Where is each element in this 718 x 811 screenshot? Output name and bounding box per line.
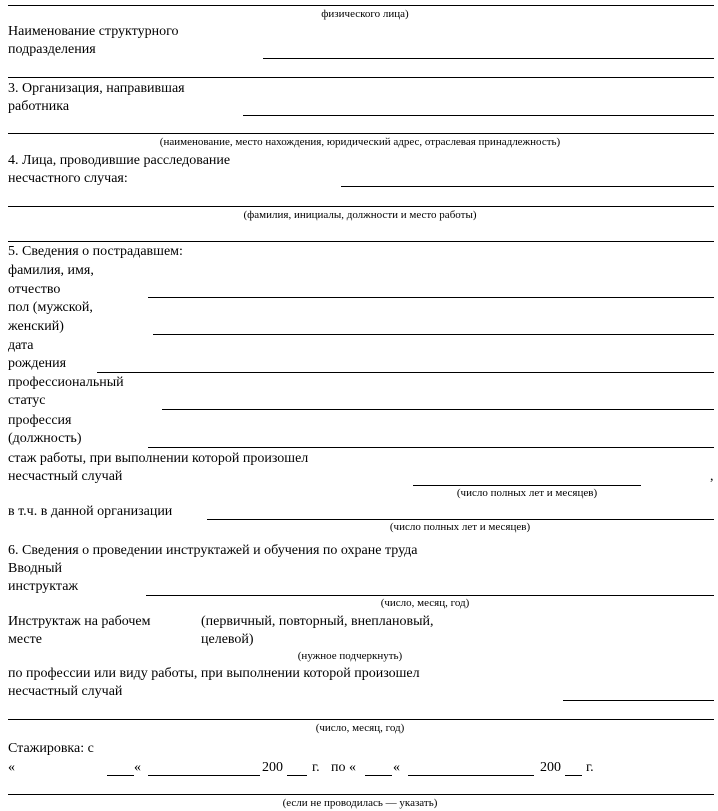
intro-briefing-field[interactable] bbox=[146, 595, 714, 596]
internship-start-year-field[interactable] bbox=[287, 775, 307, 776]
experience-label-line2: несчастный случай bbox=[8, 469, 123, 484]
internship-label: Стажировка: с bbox=[8, 741, 94, 756]
internship-quote-open: « bbox=[8, 760, 15, 775]
section3-label-line1: 3. Организация, направившая bbox=[8, 81, 185, 96]
profession-label-line2: (должность) bbox=[8, 431, 82, 446]
by-profession-caption: (число, месяц, год) bbox=[315, 722, 405, 734]
internship-note-field[interactable] bbox=[8, 794, 714, 795]
experience-caption: (число полных лет и месяцев) bbox=[456, 487, 598, 499]
by-profession-field-continuation[interactable] bbox=[8, 719, 714, 720]
section3-field-continuation[interactable] bbox=[8, 133, 714, 134]
internship-to-label: по « bbox=[331, 760, 356, 775]
workplace-options-line1[interactable]: (первичный, повторный, внеплановый, bbox=[201, 614, 434, 629]
status-label-line2: статус bbox=[8, 393, 46, 408]
internship-end-year-field[interactable] bbox=[565, 775, 582, 776]
struct-unit-field[interactable] bbox=[263, 58, 714, 59]
workplace-caption: (нужное подчеркнуть) bbox=[297, 650, 403, 662]
section6-title: 6. Сведения о проведении инструктажей и обучения по охране труда bbox=[8, 543, 418, 558]
sex-label-line1: пол (мужской, bbox=[8, 300, 93, 315]
internship-end-year-suffix: г. bbox=[586, 760, 594, 775]
birth-date-field[interactable] bbox=[97, 372, 714, 373]
section4-field-continuation[interactable] bbox=[8, 206, 714, 207]
internship-end-day-field[interactable] bbox=[365, 775, 392, 776]
internship-start-year-prefix: 200 bbox=[262, 760, 283, 775]
birth-label-line1: дата bbox=[8, 338, 34, 353]
birth-label-line2: рождения bbox=[8, 356, 67, 371]
sex-label-line2: женский) bbox=[8, 319, 64, 334]
experience-label-line1: стаж работы, при выполнении которой произошел bbox=[8, 451, 309, 466]
fio-field[interactable] bbox=[148, 297, 714, 298]
by-profession-label-line1: по профессии или виду работы, при выполнении которой произошел bbox=[8, 666, 420, 681]
internship-end-day-quote: « bbox=[393, 760, 400, 775]
sex-field[interactable] bbox=[153, 334, 714, 335]
section3-label-line2: работника bbox=[8, 99, 70, 114]
intro-caption: (число, месяц, год) bbox=[380, 597, 470, 609]
internship-start-year-suffix: г. bbox=[312, 760, 320, 775]
top-rule bbox=[8, 5, 714, 6]
status-label-line1: профессиональный bbox=[8, 375, 124, 390]
section4-label-line1: 4. Лица, проводившие расследование bbox=[8, 153, 231, 168]
fio-label-line2: отчество bbox=[8, 282, 61, 297]
intro-label-line1: Вводный bbox=[8, 561, 62, 576]
experience-comma: , bbox=[710, 469, 714, 484]
by-profession-label-line2: несчастный случай bbox=[8, 684, 123, 699]
workplace-label-line1: Инструктаж на рабочем bbox=[8, 614, 151, 629]
struct-unit-label-line1: Наименование структурного bbox=[8, 24, 179, 39]
org-experience-label: в т.ч. в данной организации bbox=[8, 504, 173, 519]
internship-caption: (если не проводилась — указать) bbox=[282, 797, 438, 809]
org-experience-field[interactable] bbox=[207, 519, 714, 520]
experience-field[interactable] bbox=[413, 485, 641, 486]
section4-caption: (фамилия, инициалы, должности и место работы) bbox=[243, 209, 477, 221]
internship-end-year-prefix: 200 bbox=[540, 760, 561, 775]
struct-unit-label-line2: подразделения bbox=[8, 42, 96, 57]
struct-unit-field-continuation[interactable] bbox=[8, 77, 714, 78]
workplace-options-line2[interactable]: целевой) bbox=[201, 632, 254, 647]
internship-start-day-quote: « bbox=[134, 760, 141, 775]
org-experience-caption: (число полных лет и месяцев) bbox=[389, 521, 531, 533]
profession-field[interactable] bbox=[148, 447, 714, 448]
intro-label-line2: инструктаж bbox=[8, 579, 79, 594]
internship-start-month-field[interactable] bbox=[148, 775, 260, 776]
status-field[interactable] bbox=[162, 409, 714, 410]
by-profession-field[interactable] bbox=[563, 700, 714, 701]
workplace-label-line2: месте bbox=[8, 632, 42, 647]
section4-field[interactable] bbox=[341, 186, 714, 187]
internship-start-day-field[interactable] bbox=[107, 775, 134, 776]
profession-label-line1: профессия bbox=[8, 413, 72, 428]
internship-end-month-field[interactable] bbox=[408, 775, 534, 776]
section3-caption: (наименование, место нахождения, юридический адрес, отраслевая принадлежность) bbox=[159, 136, 561, 148]
section3-field[interactable] bbox=[243, 115, 714, 116]
section4-field-line2[interactable] bbox=[8, 241, 714, 242]
fio-label-line1: фамилия, имя, bbox=[8, 263, 94, 278]
section5-title: 5. Сведения о пострадавшем: bbox=[8, 244, 183, 259]
top-caption: физического лица) bbox=[321, 8, 409, 20]
section4-label-line2: несчастного случая: bbox=[8, 171, 128, 186]
